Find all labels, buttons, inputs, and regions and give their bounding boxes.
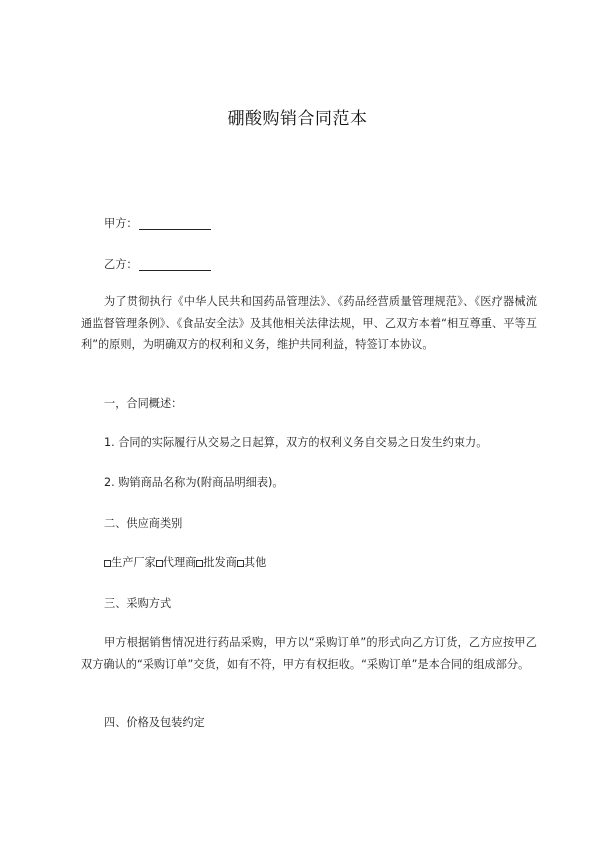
clause-1-2: 2. 购销商品名称为(附商品明细表)。	[104, 476, 284, 489]
section-4-heading: 四、价格及包装约定	[104, 716, 205, 729]
party-b-line	[104, 255, 211, 276]
checkbox-icon[interactable]	[237, 560, 244, 567]
party-a-blank	[139, 217, 211, 230]
section-2-heading: 二、供应商类别	[104, 517, 183, 530]
section-1-heading: 一，合同概述：	[104, 397, 183, 410]
section-3-heading: 三、采购方式	[104, 597, 172, 610]
party-b-blank	[139, 258, 211, 271]
procurement-paragraph: 甲方根据销售情况进行药品采购，甲方以“采购订单”的形式向乙方订货，乙方应按甲乙双方确认的“采购订单”交货，如有不符，甲方有权拒收。“采购订单”是本合同的组成部分。	[81, 636, 537, 671]
supplier-options	[104, 553, 266, 574]
clause-1-1: 1. 合同的实际履行从交易之日起算，双方的权利义务自交易之日发生约束力。	[104, 436, 488, 449]
intro-paragraph: 为了贯彻执行《中华人民共和国药品管理法》、《药品经营质量管理规范》、《医疗器械流通监督管理条例》、《食品安全法》及其他相关法律法规，甲、乙双方本着“相互尊重、平等互利”的原则，为明确双方的权利和义务，维护共同利益，特签订本协议。	[81, 295, 537, 351]
party-b-label: 乙方：	[104, 258, 138, 271]
party-a-line	[104, 214, 211, 235]
supplier-option: 生产厂家	[111, 556, 156, 569]
supplier-option: 代理商	[162, 556, 197, 569]
checkbox-icon[interactable]	[104, 560, 111, 567]
supplier-option: 批发商	[203, 556, 237, 569]
supplier-option: 其他	[243, 556, 267, 569]
checkbox-icon[interactable]	[156, 560, 163, 567]
document-title: 硼酸购销合同范本	[227, 109, 368, 129]
party-a-label: 甲方：	[104, 217, 138, 230]
